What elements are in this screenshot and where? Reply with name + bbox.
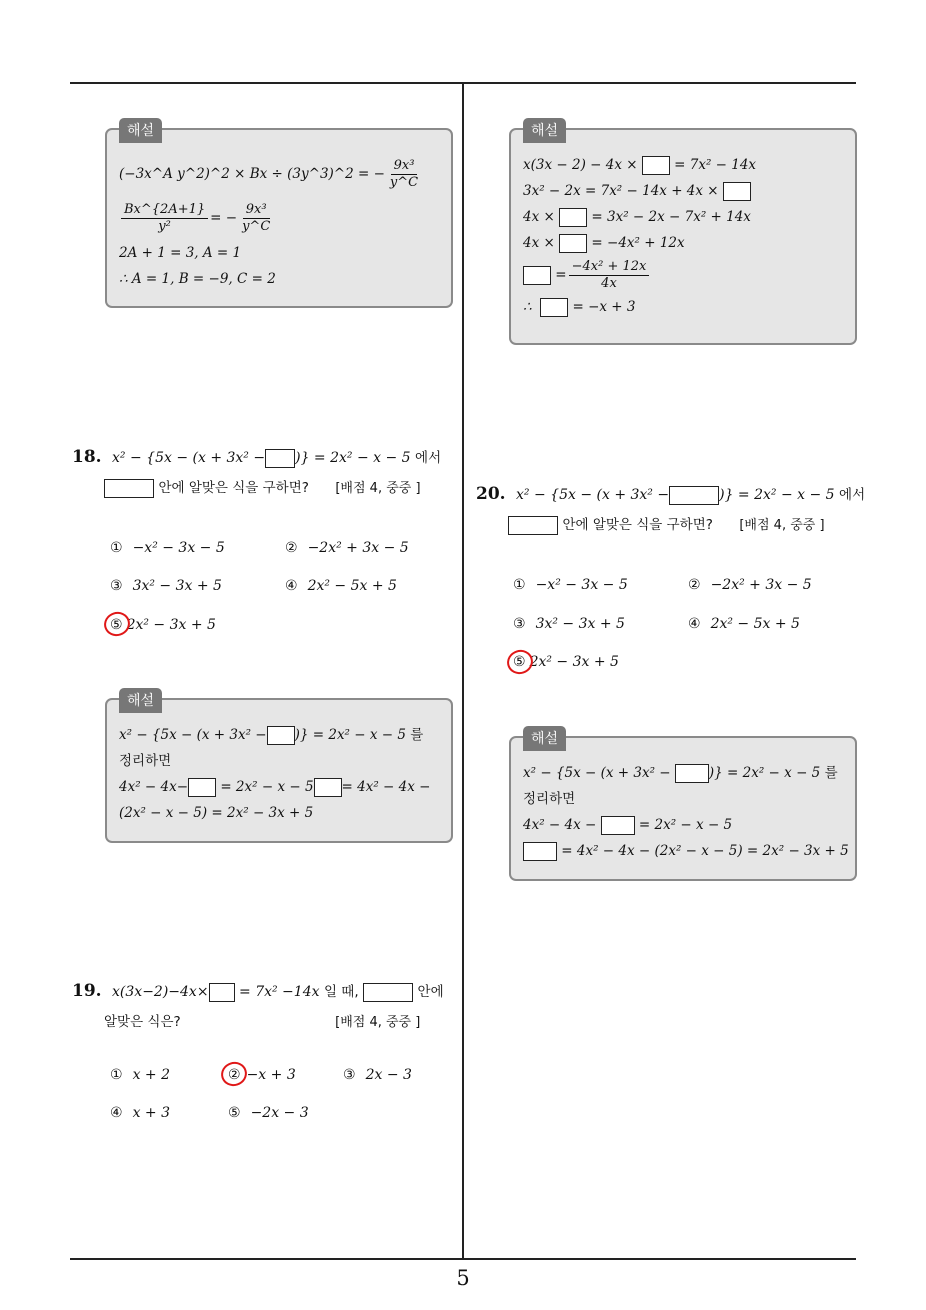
solution-line: 정리하면 xyxy=(119,753,172,769)
choice-item[interactable]: ③ 3x² − 3x + 5 xyxy=(110,578,222,594)
question-number: 20. xyxy=(476,484,506,504)
column-divider xyxy=(462,82,464,1258)
solution-line: (2x² − x − 5) = 2x² − 3x + 5 xyxy=(119,805,314,821)
answer-blank xyxy=(642,156,670,175)
solution-line: 4x × = 3x² − 2x − 7x² + 14x xyxy=(523,209,751,225)
choice-item[interactable]: ③ 2x − 3 xyxy=(343,1067,412,1083)
fraction: $\frac{Bx\^{}\{2A+1\}}{\text{y²}}$ xyxy=(121,202,208,235)
solution-line: ∴ = −x + 3 xyxy=(523,299,636,315)
answer-blank xyxy=(188,778,216,797)
solution-line: 4x² − 4x− = 2x² − x − 5 = 4x² − 4x − xyxy=(119,779,431,795)
answer-blank xyxy=(601,816,635,835)
solution-line: 2A + 1 = 3, A = 1 xyxy=(119,245,242,261)
fraction: $\frac{\text{9x³}}{y\^{}C}$ xyxy=(389,157,419,190)
solution-tag: 해설 xyxy=(119,118,162,143)
answer-blank xyxy=(314,778,342,797)
question-18 xyxy=(72,442,460,504)
bottom-rule xyxy=(70,1258,856,1260)
answer-blank xyxy=(267,726,295,745)
answer-blank xyxy=(209,983,235,1002)
choice-item[interactable]: ⑤ −2x − 3 xyxy=(228,1105,309,1121)
fraction: $\frac{\text{−4x² + 12x}}{4x}$ xyxy=(569,259,650,292)
solution-line: x(3x − 2) − 4x × = 7x² − 14x xyxy=(523,157,757,173)
choice-item[interactable]: ② −2x² + 3x − 5 xyxy=(285,540,409,556)
solution-line: 4x² − 4x − = 2x² − x − 5 xyxy=(523,817,733,833)
question-line: 18. x² − {5x − (x + 3x² − )} = 2x² − x − 5 에서 xyxy=(72,447,442,467)
answer-blank xyxy=(523,266,551,285)
choice-item[interactable]: ⑤ 2x² − 3x + 5 xyxy=(110,617,216,633)
solution-tag: 해설 xyxy=(523,726,566,751)
question-20 xyxy=(476,479,864,541)
answer-blank xyxy=(675,764,709,783)
question-number: 19. xyxy=(72,981,102,1001)
choice-item[interactable]: ① −x² − 3x − 5 xyxy=(110,540,225,556)
answer-blank xyxy=(723,182,751,201)
question-line: 19. x(3x−2)−4x× = 7x² −14x 일 때, 안에 xyxy=(72,981,444,1001)
solution-box-20 xyxy=(509,731,857,881)
solution-line: x² − {5x − (x + 3x² − )} = 2x² − x − 5 를 xyxy=(523,765,838,781)
choice-item[interactable]: ⑤ 2x² − 3x + 5 xyxy=(513,654,619,670)
solution-line: (−3x^A y^2)^2 × Bx ÷ (3y^3)^2 = − $\frac{\text{9x³}}{y\^{}C}$ xyxy=(119,152,439,196)
choice-item[interactable]: ④ 2x² − 5x + 5 xyxy=(285,578,397,594)
solution-line: = $\frac{\text{−4x² + 12x}}{4x}$ xyxy=(523,256,843,294)
choice-item[interactable]: ④ 2x² − 5x + 5 xyxy=(688,616,800,632)
solution-box-17 xyxy=(105,123,453,308)
question-number: 18. xyxy=(72,447,102,467)
score-meta: [배점 4, 중중 ] xyxy=(335,481,421,496)
solution-line: 3x² − 2x = 7x² − 14x + 4x × xyxy=(523,178,843,204)
score-meta: [배점 4, 중중 ] xyxy=(335,1015,421,1030)
choice-item[interactable]: ① −x² − 3x − 5 xyxy=(513,577,628,593)
question-line: 20. x² − {5x − (x + 3x² − )} = 2x² − x − 5 에서 xyxy=(476,484,866,504)
choice-item[interactable]: ① x + 2 xyxy=(110,1067,170,1083)
solution-line: = 4x² − 4x − (2x² − x − 5) = 2x² − 3x + 5 xyxy=(523,838,843,864)
solution-tag: 해설 xyxy=(523,118,566,143)
solution-box-18 xyxy=(105,693,453,843)
answer-blank xyxy=(540,298,568,317)
solution-line: $\frac{Bx\^{}\{2A+1\}}{\text{y²}}$ = − $\frac{\text{9x³}}{y\^{}C}$ xyxy=(119,196,439,240)
solution-line: 정리하면 xyxy=(523,791,576,807)
answer-blank xyxy=(104,479,154,498)
answer-blank xyxy=(523,842,557,861)
answer-blank xyxy=(363,983,413,1002)
selected-answer-circle xyxy=(101,609,133,640)
question-line: 안에 알맞은 식을 구하면? [배점 4, 중중 ] xyxy=(72,473,460,504)
solution-box-19 xyxy=(509,123,857,345)
selected-answer-circle xyxy=(504,647,536,678)
answer-blank xyxy=(508,516,558,535)
answer-blank xyxy=(669,486,719,505)
answer-blank xyxy=(265,449,295,468)
choice-item[interactable]: ② −2x² + 3x − 5 xyxy=(688,577,812,593)
score-meta: [배점 4, 중중 ] xyxy=(739,518,825,533)
answer-blank xyxy=(559,208,587,227)
choice-item[interactable]: ④ x + 3 xyxy=(110,1105,170,1121)
choice-item[interactable]: ③ 3x² − 3x + 5 xyxy=(513,616,625,632)
fraction: $\frac{\text{9x³}}{y\^{}C}$ xyxy=(242,201,271,234)
page-number: 5 xyxy=(456,1266,470,1290)
solution-line: 4x × = −4x² + 12x xyxy=(523,235,685,251)
question-line: 안에 알맞은 식을 구하면? [배점 4, 중중 ] xyxy=(476,510,864,541)
selected-answer-circle xyxy=(218,1059,250,1090)
solution-tag: 해설 xyxy=(119,688,162,713)
solution-line: x² − {5x − (x + 3x² − )} = 2x² − x − 5 를 xyxy=(119,727,424,743)
choice-item[interactable]: ② −x + 3 xyxy=(228,1067,296,1083)
question-19 xyxy=(72,976,460,1038)
answer-blank xyxy=(559,234,587,253)
question-line: 알맞은 식은? [배점 4, 중중 ] xyxy=(104,1014,421,1030)
solution-line: ∴ A = 1, B = −9, C = 2 xyxy=(119,271,276,287)
